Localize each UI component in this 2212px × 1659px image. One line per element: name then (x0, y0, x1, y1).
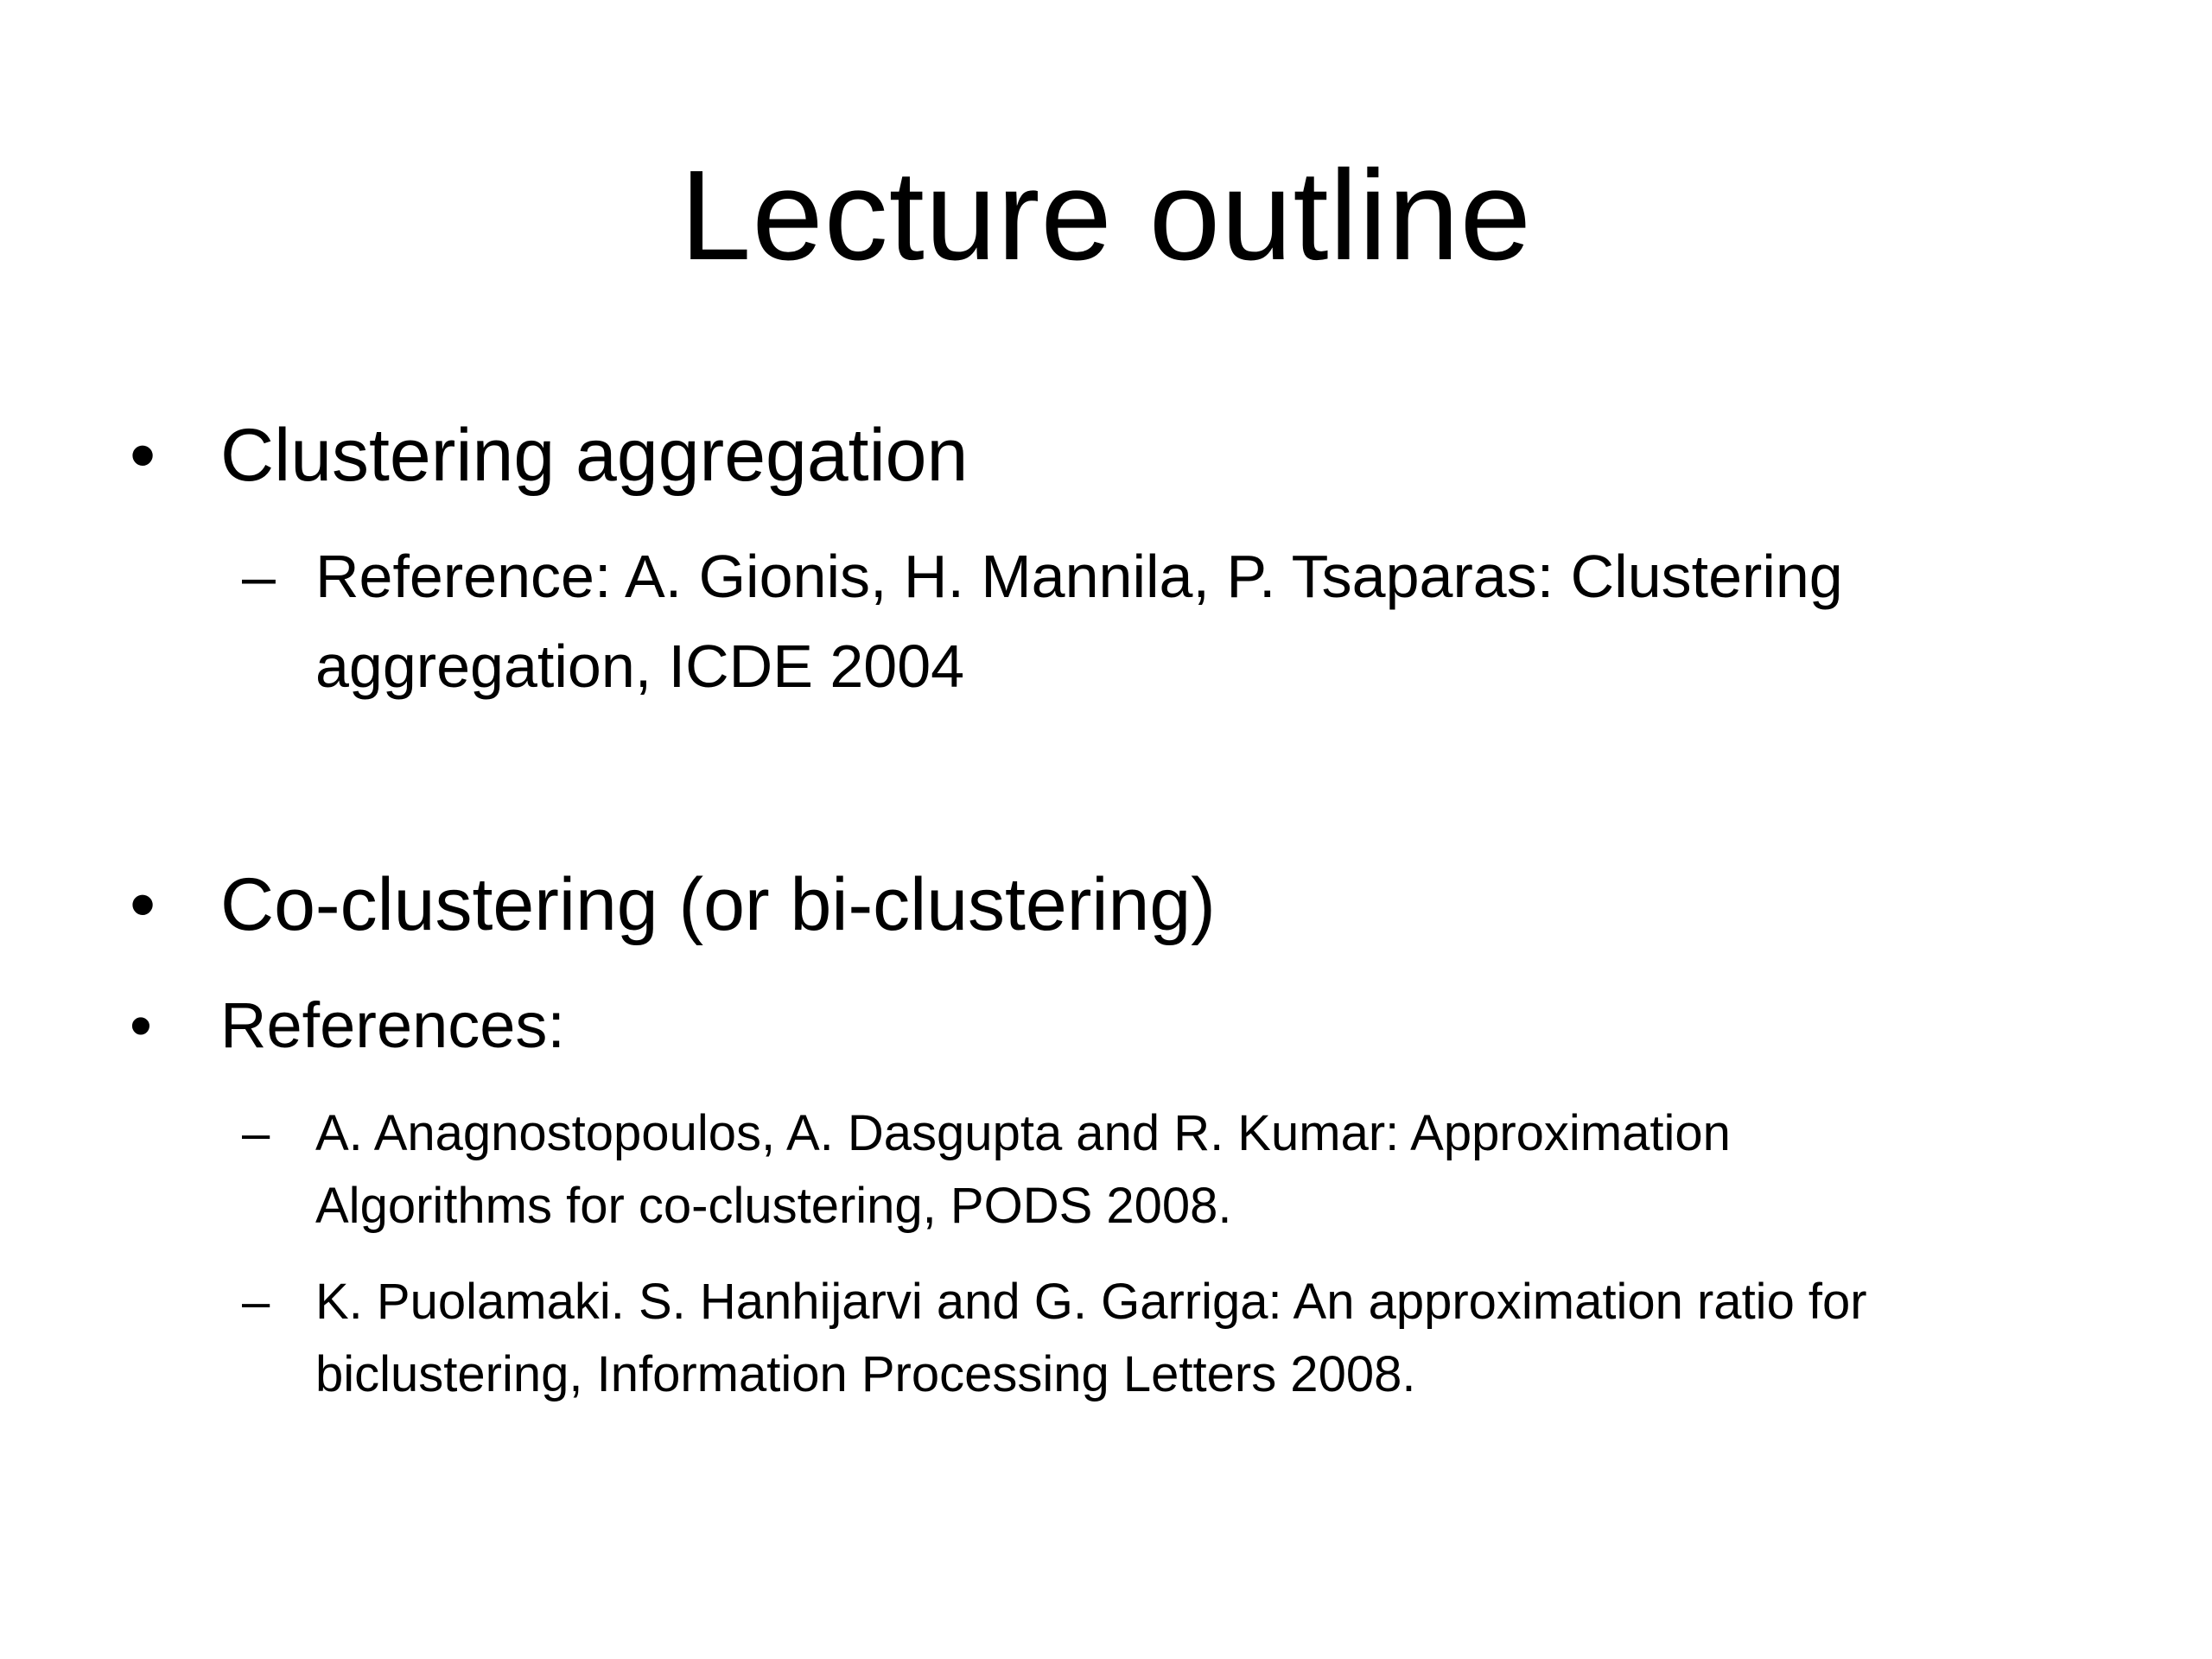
sub-bullet-text: A. Anagnostopoulos, A. Dasgupta and R. Kumar: Approximation Algorithms for co-clustering, PODS 2008. (315, 1105, 1731, 1234)
bullet-marker: • (130, 863, 156, 946)
sub-bullet-reference-gionis (242, 531, 2091, 711)
bullet-text: Clustering aggregation (220, 414, 969, 497)
slide-title: Lecture outline (680, 144, 1532, 287)
dash-marker: – (242, 1105, 270, 1161)
dash-marker: – (242, 1274, 270, 1330)
bullet-clustering-aggregation (130, 410, 2117, 500)
bullet-references (130, 981, 2117, 1071)
bullet-marker: • (130, 414, 156, 497)
bullet-text: Co-clustering (or bi-clustering) (220, 863, 1216, 946)
bullet-marker: • (130, 989, 152, 1061)
dash-marker: – (242, 543, 276, 610)
sub-bullet-text: Reference: A. Gionis, H. Mannila, P. Tsaparas: Clustering aggregation, ICDE 2004 (315, 543, 1843, 700)
sub-bullet-reference-anagnostopoulos (242, 1097, 2091, 1243)
sub-bullet-text: K. Puolamaki. S. Hanhijarvi and G. Garriga: An approximation ratio for biclustering, Information Processing Letters 2008. (315, 1274, 1867, 1402)
bullet-text: References: (220, 989, 565, 1061)
sub-bullet-reference-puolamaki (242, 1266, 2126, 1411)
bullet-co-clustering (130, 860, 2117, 950)
